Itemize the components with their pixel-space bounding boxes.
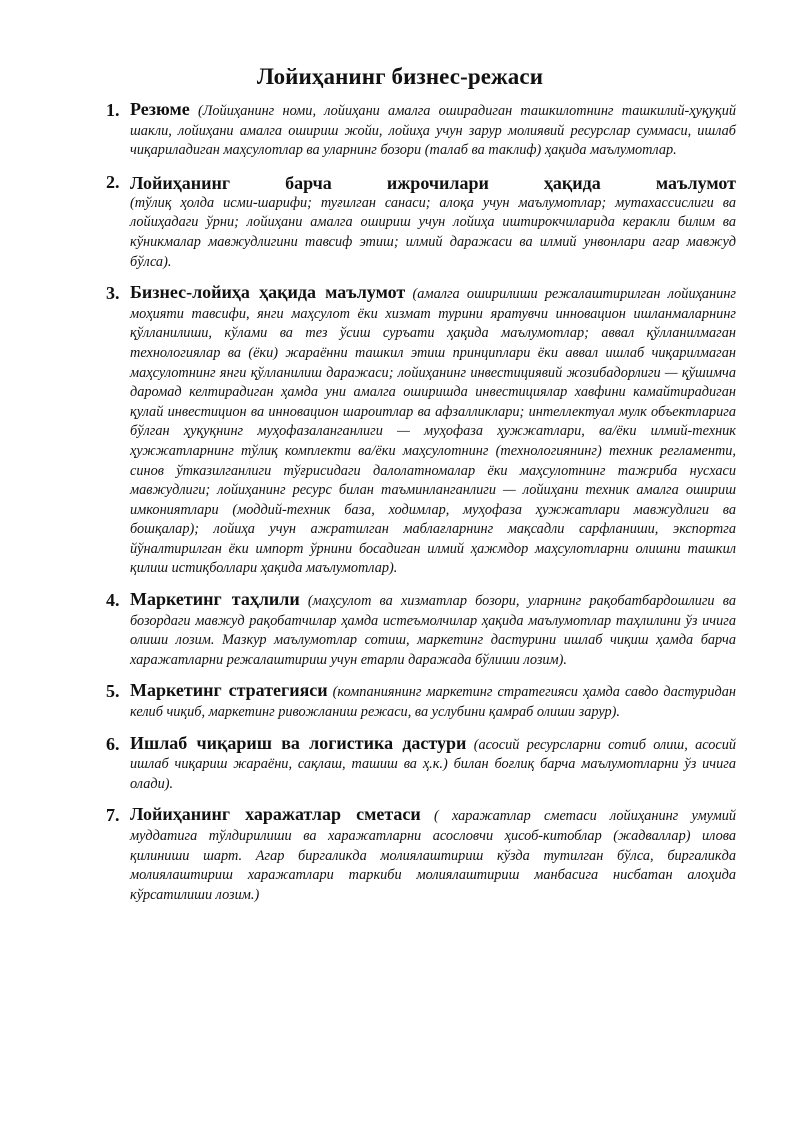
section-heading: Ишлаб чиқариш ва логистика дастури [130, 732, 467, 753]
sections-list [106, 100, 736, 916]
section-body [130, 590, 736, 670]
section-text: (амалга оширилиши режалаштирилган лойиҳанинг моҳияти тавсифи, янги маҳсулот ёки хизмат турини яратувчи инновацион ишланмаларнинг қўлланилиши, кўлами ва тез ўсиш суръати ҳақида маълумотлар; аввал қўлланилмаган технологиялар ва (ёки) жараённи ташкил этиш принциплари ёки аввал ишлаб чиқарилмаган маҳсулотнинг янги қўлланилиш даражаси; лойиҳанинг инвестициявий жозибадорлиги — қўшимча даромад келтирадиган ҳамда уни амалга оширишда инвестициялар хавфини камайтирадиган қулай инвестицион ва инновацион шароитлар ва афзалликлари; интеллектуал мулк объектларига бўлган ҳуқуқнинг муҳофазаланганлиги — муҳофаза ҳужжатлари, ва/ёки илмий-техник ҳужжатларнинг тўлиқ комплекти ва/ёки маҳсулотнинг (технологиянинг) техник регламенти, синов ўтказилганлиги тўғрисидаги далолатномалар ёки маҳсулотнинг тажриба нусхаси мавжудлиги; лойиҳанинг ресурс билан таъминланганлиги — лойиҳани техник амалга ошириш имкониятлари (моддий-техник база, ходимлар, муҳофаза ҳужжатлари мавжудлиги ва бошқалар); лойиҳа учун ажратилган маблағларнинг мақсадли сарфланиши, экспортга йўналтирилган ёки импорт ўрнини босадиган илмий ҳажмдор маҳсулотларни олишни ташкил қилиш истиқболлари ҳақида маълумотлар). [130, 286, 736, 577]
section-marketing-strategy [106, 681, 736, 722]
section-number: 1. [106, 100, 120, 120]
section-number: 2. [106, 171, 120, 192]
section-heading: Бизнес-лойиҳа ҳақида маълумот [130, 282, 406, 303]
section-text: (компаниянинг маркетинг стратегияси ҳамда савдо дастуридан келиб чиқиб, маркетинг ривожланиш режаси, ва услубини қамраб олиши зарур). [130, 684, 736, 721]
section-cost-estimate [106, 805, 736, 905]
section-number: 5. [106, 681, 120, 702]
section-text: (маҳсулот ва хизматлар бозори, уларнинг рақобатбардошлиги ва бозордаги мавжуд рақобатчилар ҳамда истеъмолчилар ҳақида маълумотлар таҳлилини ўз ичига олиши лозим. Мазкур маълумотлар сотиш, маркетинг дастурини ишлаб чиқиш ҳамда барча харажатларни режалаштириш учун етарли даражада бўлиши лозим). [130, 593, 736, 668]
section-body [130, 100, 736, 161]
section-body [130, 681, 736, 722]
section-body [130, 734, 736, 795]
section-body [130, 283, 736, 579]
section-text: (асосий ресурсларни сотиб олиш, асосий ишлаб чиқариш жараёни, сақлаш, ташиш ва ҳ.к.) билан боғлиқ барча маълумотларни ўз ичига олади). [130, 736, 736, 792]
section-body [130, 172, 736, 272]
section-text: (тўлиқ ҳолда исми-шарифи; туғилган санаси; алоқа учун маълумотлар; мутахассислиги ва лойиҳадаги ўрни; лойиҳани амалга ошириш учун лойиҳа иштирокчиларида керакли билим ва кўникмалар мавжудлигини тавсиф этиш; илмий даражаси ва илмий унвонлари агар мавжуд бўлса). [130, 194, 736, 270]
section-heading: Резюме [130, 99, 190, 119]
section-executors [106, 172, 736, 272]
document-title: Лойиҳанинг бизнес-режаси [256, 64, 544, 89]
section-body [130, 805, 736, 905]
section-number: 3. [106, 283, 120, 304]
section-number: 4. [106, 590, 120, 611]
section-marketing-analysis [106, 590, 736, 670]
section-production-logistics [106, 734, 736, 795]
section-number: 6. [106, 733, 120, 754]
section-number: 7. [106, 805, 120, 826]
section-project-info [106, 283, 736, 579]
section-heading: Лойиҳанинг харажатлар сметаси [130, 804, 421, 825]
section-text: (Лойиҳанинг номи, лойиҳани амалга оширадиган ташкилотнинг ташкилий-ҳуқуқий шакли, лойиҳани амалга ошириш жойи, лойиҳа учун зарур молиявий ресурслар суммаси, ишлаб чиқариладиган маҳсулотлар ва уларнинг бозори (талаб ва таклиф) ҳақида маълумотлар. [130, 103, 736, 159]
section-text: ( харажатлар сметаси лойиҳанинг умумий муддатига тўлдирилиши ва харажатларни асословчи ҳисоб-китоблар (жадваллар) илова қилиниши шарт. Агар биргаликда молиялаштириш кўзда тутилган бўлса, биргаликда молиялаштириш харажатлари таркиби молиялаштириш манбасига нисбатан алоҳида кўрсатилиши лозим.) [130, 808, 736, 903]
section-heading: Лойиҳанинг барча ижрочилари ҳақида маълумот [130, 172, 736, 193]
section-heading: Маркетинг таҳлили [130, 589, 300, 610]
section-heading: Маркетинг стратегияси [130, 680, 328, 701]
section-resume [106, 100, 736, 161]
